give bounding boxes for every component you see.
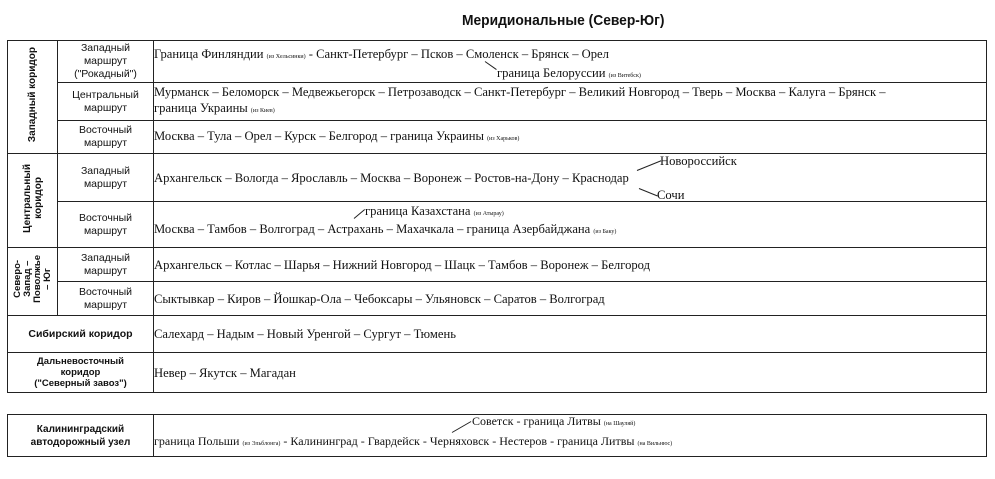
route-branch-up: Новороссийск <box>660 154 737 168</box>
route-note: (из Харьков) <box>487 135 520 142</box>
route-name: Восточный маршрут <box>58 121 154 154</box>
route-name: Центральный маршрут <box>58 83 154 121</box>
kaliningrad-label: Калининградский автодорожный узел <box>8 415 154 457</box>
table-row <box>8 248 987 282</box>
table-row <box>8 202 987 248</box>
route-text: граница Польши <box>154 434 240 448</box>
corridors-table <box>7 40 987 393</box>
route-cell <box>154 248 987 282</box>
route-name: Западный маршрут <box>58 248 154 282</box>
route-text: Архангельск – Вологда – Ярославль – Москва – Воронеж – Ростов-на-Дону – Краснодар <box>154 170 629 185</box>
table-row <box>8 415 987 457</box>
route-text-continued: граница Украины (из Киев) <box>154 101 275 115</box>
route-cell <box>154 121 987 154</box>
route-text: Москва – Тамбов – Волгоград – Астрахань – Махачкала – граница Азербайджана <box>154 222 591 236</box>
route-note: (из Эльблонга) <box>242 441 281 447</box>
branch-connector <box>354 209 365 219</box>
route-text: Невер – Якутск – Магадан <box>154 365 296 380</box>
route-cell <box>154 415 987 457</box>
table-row <box>8 353 987 393</box>
corridor-label-central: Центральный коридор <box>8 154 58 248</box>
route-cell <box>154 316 987 353</box>
route-text: Сыктывкар – Киров – Йошкар-Ола – Чебоксары – Ульяновск – Саратов – Волгоград <box>154 291 605 306</box>
corridor-label-siberian: Сибирский коридор <box>8 316 154 353</box>
route-text: Мурманск – Беломорск – Медвежьегорск – Петрозаводск – Санкт-Петербург – Великий Новгород – Тверь – Москва – Калуга – Брянск – <box>154 85 886 99</box>
table-row <box>8 121 987 154</box>
table-row <box>8 41 987 83</box>
route-cell <box>154 202 987 248</box>
route-text: Архангельск – Котлас – Шарья – Нижний Новгород – Шацк – Тамбов – Воронеж – Белгород <box>154 257 651 272</box>
route-name: Восточный маршрут <box>58 202 154 248</box>
route-name: Западный маршрут <box>58 154 154 202</box>
route-name: Западный маршрут ("Рокадный") <box>58 41 154 83</box>
page-title: Меридиональные (Север-Юг) <box>462 12 665 29</box>
route-note: (из Хельсинки) <box>266 54 306 60</box>
route-branch: граница Белоруссии (из Витебск) <box>497 66 641 80</box>
route-cell <box>154 282 987 316</box>
branch-connector <box>452 421 472 433</box>
route-note: (на Вильнюс) <box>637 441 673 447</box>
table-row <box>8 83 987 121</box>
route-text: - Санкт-Петербург – Псков – Смоленск – Брянск – Орел <box>308 47 609 61</box>
branch-connector <box>639 188 658 196</box>
route-text: Салехард – Надым – Новый Уренгой – Сургут – Тюмень <box>154 327 456 341</box>
kaliningrad-table <box>7 414 987 457</box>
route-text: Москва – Тула – Орел – Курск – Белгород – граница Украины <box>154 128 484 143</box>
table-row <box>8 316 987 353</box>
route-branch-up: Советск - граница Литвы (на Шауляй) <box>472 414 636 428</box>
route-branch-up: граница Казахстана (из Атырау) <box>365 204 504 218</box>
route-branch-down: Сочи <box>657 188 685 202</box>
route-text: - Калининград - Гвардейск - Черняховск - Нестеров - граница Литвы <box>283 434 635 448</box>
table-row <box>8 282 987 316</box>
route-text: Граница Финляндии <box>154 47 264 61</box>
route-note: (из Баку) <box>593 229 617 235</box>
route-cell <box>154 41 987 83</box>
route-cell <box>154 83 987 121</box>
route-cell <box>154 154 987 202</box>
corridor-label-fareast: Дальневосточный коридор ("Северный завоз") <box>8 353 154 393</box>
corridor-label-western: Западный коридор <box>8 41 58 154</box>
route-name: Восточный маршрут <box>58 282 154 316</box>
route-cell <box>154 353 987 393</box>
table-row <box>8 154 987 202</box>
corridor-label-northwest: Северо- Запад – Поволжье – Юг <box>8 248 58 316</box>
